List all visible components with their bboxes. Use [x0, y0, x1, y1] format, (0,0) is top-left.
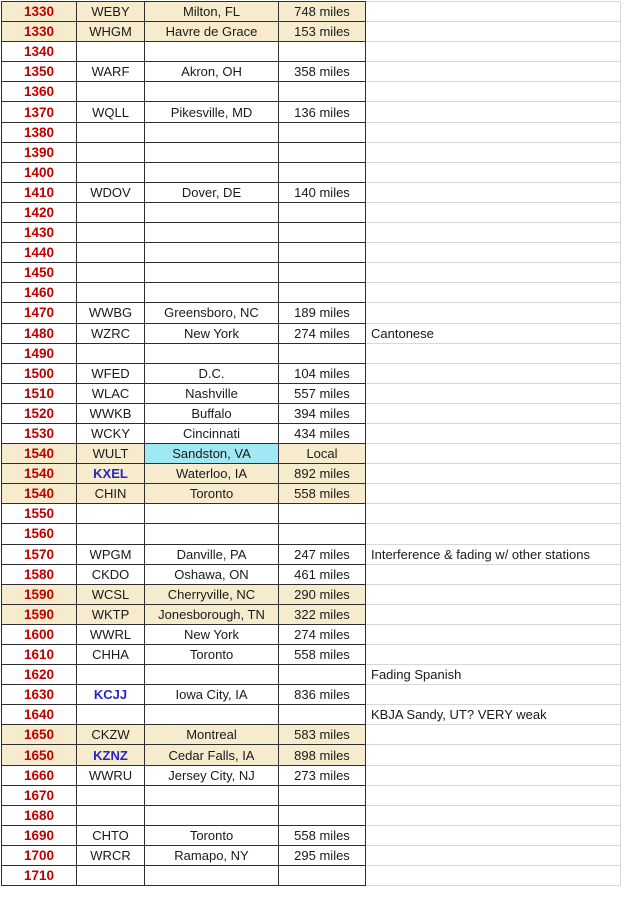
note-cell[interactable] [366, 444, 621, 464]
location-cell[interactable]: Buffalo [145, 403, 279, 423]
station-row [2, 845, 621, 865]
station-row [2, 504, 621, 524]
note-cell[interactable] [366, 403, 621, 423]
callsign-cell[interactable] [77, 202, 145, 222]
location-cell[interactable]: Toronto [145, 645, 279, 665]
location-cell[interactable]: Cherryville, NC [145, 584, 279, 604]
location-cell[interactable] [145, 504, 279, 524]
location-cell[interactable] [145, 202, 279, 222]
location-cell[interactable]: Ramapo, NY [145, 845, 279, 865]
station-row [2, 323, 621, 343]
distance-cell[interactable]: Local [279, 444, 366, 464]
location-cell[interactable]: Sandston, VA [145, 444, 279, 464]
frequency-cell[interactable]: 1700 [2, 845, 77, 865]
station-row [2, 765, 621, 785]
frequency-cell[interactable]: 1430 [2, 223, 77, 243]
note-cell[interactable] [366, 805, 621, 825]
note-cell[interactable] [366, 524, 621, 544]
callsign-cell[interactable] [77, 162, 145, 182]
station-row [2, 624, 621, 644]
distance-cell[interactable]: 136 miles [279, 102, 366, 122]
location-cell[interactable]: New York [145, 624, 279, 644]
note-cell[interactable] [366, 785, 621, 805]
distance-cell[interactable]: 104 miles [279, 363, 366, 383]
distance-cell[interactable]: 290 miles [279, 584, 366, 604]
station-row [2, 22, 621, 42]
frequency-cell[interactable]: 1670 [2, 785, 77, 805]
callsign-cell[interactable]: WRCR [77, 845, 145, 865]
note-cell[interactable] [366, 685, 621, 705]
note-cell[interactable] [366, 283, 621, 303]
station-row [2, 383, 621, 403]
note-cell[interactable] [366, 223, 621, 243]
distance-cell[interactable]: 189 miles [279, 303, 366, 323]
station-row [2, 444, 621, 464]
distance-cell[interactable] [279, 504, 366, 524]
callsign-cell[interactable]: WWRU [77, 765, 145, 785]
location-cell[interactable]: Havre de Grace [145, 22, 279, 42]
frequency-cell[interactable]: 1370 [2, 102, 77, 122]
callsign-cell[interactable] [77, 524, 145, 544]
distance-cell[interactable]: 358 miles [279, 62, 366, 82]
station-row [2, 544, 621, 564]
callsign-cell[interactable]: KXEL [77, 464, 145, 484]
station-row [2, 283, 621, 303]
frequency-cell[interactable]: 1440 [2, 243, 77, 263]
note-cell[interactable] [366, 142, 621, 162]
distance-cell[interactable]: 153 miles [279, 22, 366, 42]
frequency-cell[interactable]: 1560 [2, 524, 77, 544]
frequency-cell[interactable]: 1600 [2, 624, 77, 644]
location-cell[interactable] [145, 162, 279, 182]
distance-cell[interactable]: 274 miles [279, 624, 366, 644]
callsign-cell[interactable]: WWRL [77, 624, 145, 644]
location-cell[interactable]: Montreal [145, 725, 279, 745]
callsign-cell[interactable] [77, 142, 145, 162]
note-cell[interactable] [366, 825, 621, 845]
callsign-cell[interactable]: WDOV [77, 182, 145, 202]
note-cell[interactable]: Cantonese [366, 323, 621, 343]
frequency-cell[interactable]: 1630 [2, 685, 77, 705]
callsign-cell[interactable] [77, 122, 145, 142]
station-row [2, 162, 621, 182]
callsign-cell[interactable]: WARF [77, 62, 145, 82]
frequency-cell[interactable]: 1640 [2, 705, 77, 725]
callsign-cell[interactable]: CHTO [77, 825, 145, 845]
note-cell[interactable] [366, 82, 621, 102]
distance-cell[interactable] [279, 283, 366, 303]
location-cell[interactable] [145, 805, 279, 825]
distance-cell[interactable] [279, 805, 366, 825]
frequency-cell[interactable]: 1550 [2, 504, 77, 524]
note-cell[interactable] [366, 464, 621, 484]
station-row [2, 243, 621, 263]
note-cell[interactable]: Interference & fading w/ other stations [366, 544, 621, 564]
station-row [2, 122, 621, 142]
frequency-cell[interactable]: 1610 [2, 645, 77, 665]
frequency-cell[interactable]: 1710 [2, 866, 77, 886]
distance-cell[interactable] [279, 785, 366, 805]
station-row [2, 584, 621, 604]
callsign-cell[interactable] [77, 82, 145, 102]
note-cell[interactable] [366, 343, 621, 363]
station-row [2, 665, 621, 685]
note-cell[interactable] [366, 383, 621, 403]
frequency-cell[interactable]: 1660 [2, 765, 77, 785]
frequency-cell[interactable]: 1390 [2, 142, 77, 162]
note-cell[interactable] [366, 423, 621, 443]
callsign-cell[interactable] [77, 343, 145, 363]
callsign-cell[interactable] [77, 223, 145, 243]
callsign-cell[interactable]: WWBG [77, 303, 145, 323]
distance-cell[interactable]: 394 miles [279, 403, 366, 423]
callsign-cell[interactable]: CKDO [77, 564, 145, 584]
station-row [2, 464, 621, 484]
note-cell[interactable] [366, 62, 621, 82]
distance-cell[interactable] [279, 524, 366, 544]
note-cell[interactable] [366, 866, 621, 886]
location-cell[interactable] [145, 705, 279, 725]
distance-cell[interactable]: 748 miles [279, 2, 366, 22]
station-row [2, 62, 621, 82]
station-row [2, 303, 621, 323]
location-cell[interactable] [145, 343, 279, 363]
callsign-cell[interactable] [77, 866, 145, 886]
frequency-cell[interactable]: 1490 [2, 343, 77, 363]
distance-cell[interactable]: 273 miles [279, 765, 366, 785]
note-cell[interactable] [366, 202, 621, 222]
location-cell[interactable]: Pikesville, MD [145, 102, 279, 122]
frequency-cell[interactable]: 1620 [2, 665, 77, 685]
distance-cell[interactable]: 322 miles [279, 604, 366, 624]
frequency-cell[interactable]: 1470 [2, 303, 77, 323]
station-row [2, 564, 621, 584]
location-cell[interactable] [145, 785, 279, 805]
note-cell[interactable] [366, 584, 621, 604]
station-row [2, 725, 621, 745]
callsign-cell[interactable]: WCSL [77, 584, 145, 604]
station-row [2, 102, 621, 122]
callsign-cell[interactable]: WZRC [77, 323, 145, 343]
distance-cell[interactable]: 558 miles [279, 645, 366, 665]
location-cell[interactable]: Iowa City, IA [145, 685, 279, 705]
frequency-cell[interactable]: 1520 [2, 403, 77, 423]
callsign-cell[interactable] [77, 263, 145, 283]
distance-cell[interactable] [279, 42, 366, 62]
location-cell[interactable] [145, 82, 279, 102]
frequency-cell[interactable]: 1540 [2, 484, 77, 504]
location-cell[interactable]: Greensboro, NC [145, 303, 279, 323]
callsign-cell[interactable] [77, 805, 145, 825]
station-row [2, 685, 621, 705]
callsign-cell[interactable] [77, 785, 145, 805]
location-cell[interactable]: Milton, FL [145, 2, 279, 22]
distance-cell[interactable]: 583 miles [279, 725, 366, 745]
note-cell[interactable] [366, 564, 621, 584]
station-row [2, 343, 621, 363]
station-row [2, 825, 621, 845]
note-cell[interactable] [366, 604, 621, 624]
distance-cell[interactable]: 557 miles [279, 383, 366, 403]
location-cell[interactable]: D.C. [145, 363, 279, 383]
frequency-cell[interactable]: 1580 [2, 564, 77, 584]
station-row [2, 182, 621, 202]
location-cell[interactable] [145, 866, 279, 886]
location-cell[interactable]: Nashville [145, 383, 279, 403]
note-cell[interactable] [366, 42, 621, 62]
stations-table [1, 1, 621, 886]
location-cell[interactable]: Toronto [145, 484, 279, 504]
distance-cell[interactable]: 434 miles [279, 423, 366, 443]
callsign-cell[interactable]: WULT [77, 444, 145, 464]
distance-cell[interactable] [279, 665, 366, 685]
location-cell[interactable] [145, 283, 279, 303]
location-cell[interactable] [145, 243, 279, 263]
spreadsheet [1, 1, 621, 886]
callsign-cell[interactable]: WEBY [77, 2, 145, 22]
location-cell[interactable] [145, 263, 279, 283]
note-cell[interactable] [366, 645, 621, 665]
frequency-cell[interactable]: 1540 [2, 444, 77, 464]
distance-cell[interactable]: 461 miles [279, 564, 366, 584]
frequency-cell[interactable]: 1480 [2, 323, 77, 343]
station-row [2, 263, 621, 283]
note-cell[interactable] [366, 243, 621, 263]
frequency-cell[interactable]: 1650 [2, 725, 77, 745]
callsign-cell[interactable]: WQLL [77, 102, 145, 122]
distance-cell[interactable] [279, 243, 366, 263]
location-cell[interactable]: New York [145, 323, 279, 343]
station-row [2, 363, 621, 383]
frequency-cell[interactable]: 1420 [2, 202, 77, 222]
location-cell[interactable] [145, 524, 279, 544]
callsign-cell[interactable]: WHGM [77, 22, 145, 42]
location-cell[interactable]: Jersey City, NJ [145, 765, 279, 785]
station-row [2, 805, 621, 825]
station-row [2, 785, 621, 805]
frequency-cell[interactable]: 1410 [2, 182, 77, 202]
frequency-cell[interactable]: 1380 [2, 122, 77, 142]
station-row [2, 82, 621, 102]
frequency-cell[interactable]: 1590 [2, 604, 77, 624]
station-row [2, 745, 621, 765]
distance-cell[interactable] [279, 142, 366, 162]
callsign-cell[interactable]: CKZW [77, 725, 145, 745]
frequency-cell[interactable]: 1590 [2, 584, 77, 604]
distance-cell[interactable] [279, 866, 366, 886]
station-row [2, 202, 621, 222]
station-row [2, 866, 621, 886]
note-cell[interactable] [366, 182, 621, 202]
location-cell[interactable] [145, 142, 279, 162]
station-row [2, 2, 621, 22]
location-cell[interactable]: Danville, PA [145, 544, 279, 564]
note-cell[interactable] [366, 765, 621, 785]
distance-cell[interactable]: 892 miles [279, 464, 366, 484]
station-row [2, 484, 621, 504]
station-row [2, 604, 621, 624]
note-cell[interactable] [366, 162, 621, 182]
note-cell[interactable] [366, 725, 621, 745]
callsign-cell[interactable] [77, 243, 145, 263]
distance-cell[interactable]: 898 miles [279, 745, 366, 765]
distance-cell[interactable]: 140 miles [279, 182, 366, 202]
callsign-cell[interactable]: CHIN [77, 484, 145, 504]
frequency-cell[interactable]: 1510 [2, 383, 77, 403]
callsign-cell[interactable]: WKTP [77, 604, 145, 624]
distance-cell[interactable]: 247 miles [279, 544, 366, 564]
frequency-cell[interactable]: 1330 [2, 2, 77, 22]
note-cell[interactable]: Fading Spanish [366, 665, 621, 685]
callsign-cell[interactable]: WFED [77, 363, 145, 383]
callsign-cell[interactable] [77, 705, 145, 725]
distance-cell[interactable]: 558 miles [279, 825, 366, 845]
location-cell[interactable] [145, 122, 279, 142]
frequency-cell[interactable]: 1450 [2, 263, 77, 283]
note-cell[interactable] [366, 504, 621, 524]
note-cell[interactable] [366, 303, 621, 323]
frequency-cell[interactable]: 1530 [2, 423, 77, 443]
frequency-cell[interactable]: 1460 [2, 283, 77, 303]
callsign-cell[interactable] [77, 665, 145, 685]
note-cell[interactable] [366, 363, 621, 383]
station-row [2, 645, 621, 665]
note-cell[interactable]: KBJA Sandy, UT? VERY weak [366, 705, 621, 725]
callsign-cell[interactable]: WWKB [77, 403, 145, 423]
location-cell[interactable]: Dover, DE [145, 182, 279, 202]
note-cell[interactable] [366, 102, 621, 122]
note-cell[interactable] [366, 484, 621, 504]
distance-cell[interactable] [279, 343, 366, 363]
distance-cell[interactable] [279, 82, 366, 102]
frequency-cell[interactable]: 1360 [2, 82, 77, 102]
distance-cell[interactable]: 558 miles [279, 484, 366, 504]
station-row [2, 524, 621, 544]
callsign-cell[interactable] [77, 42, 145, 62]
location-cell[interactable]: Akron, OH [145, 62, 279, 82]
callsign-cell[interactable]: WCKY [77, 423, 145, 443]
location-cell[interactable] [145, 42, 279, 62]
stations-table-body [2, 2, 621, 886]
location-cell[interactable]: Cincinnati [145, 423, 279, 443]
frequency-cell[interactable]: 1690 [2, 825, 77, 845]
callsign-cell[interactable]: KCJJ [77, 685, 145, 705]
frequency-cell[interactable]: 1570 [2, 544, 77, 564]
callsign-cell[interactable] [77, 504, 145, 524]
note-cell[interactable] [366, 22, 621, 42]
distance-cell[interactable]: 295 miles [279, 845, 366, 865]
callsign-cell[interactable] [77, 283, 145, 303]
note-cell[interactable] [366, 2, 621, 22]
station-row [2, 42, 621, 62]
distance-cell[interactable] [279, 705, 366, 725]
note-cell[interactable] [366, 263, 621, 283]
location-cell[interactable]: Toronto [145, 825, 279, 845]
callsign-cell[interactable]: WPGM [77, 544, 145, 564]
frequency-cell[interactable]: 1500 [2, 363, 77, 383]
frequency-cell[interactable]: 1650 [2, 745, 77, 765]
frequency-cell[interactable]: 1340 [2, 42, 77, 62]
distance-cell[interactable] [279, 202, 366, 222]
location-cell[interactable]: Jonesborough, TN [145, 604, 279, 624]
frequency-cell[interactable]: 1540 [2, 464, 77, 484]
station-row [2, 142, 621, 162]
note-cell[interactable] [366, 624, 621, 644]
station-row [2, 403, 621, 423]
callsign-cell[interactable]: KZNZ [77, 745, 145, 765]
note-cell[interactable] [366, 122, 621, 142]
frequency-cell[interactable]: 1400 [2, 162, 77, 182]
note-cell[interactable] [366, 845, 621, 865]
callsign-cell[interactable]: CHHA [77, 645, 145, 665]
distance-cell[interactable] [279, 162, 366, 182]
callsign-cell[interactable]: WLAC [77, 383, 145, 403]
location-cell[interactable] [145, 223, 279, 243]
station-row [2, 423, 621, 443]
location-cell[interactable]: Waterloo, IA [145, 464, 279, 484]
location-cell[interactable]: Oshawa, ON [145, 564, 279, 584]
location-cell[interactable] [145, 665, 279, 685]
distance-cell[interactable] [279, 122, 366, 142]
location-cell[interactable]: Cedar Falls, IA [145, 745, 279, 765]
station-row [2, 705, 621, 725]
distance-cell[interactable]: 836 miles [279, 685, 366, 705]
distance-cell[interactable] [279, 223, 366, 243]
distance-cell[interactable] [279, 263, 366, 283]
distance-cell[interactable]: 274 miles [279, 323, 366, 343]
frequency-cell[interactable]: 1680 [2, 805, 77, 825]
station-row [2, 223, 621, 243]
note-cell[interactable] [366, 745, 621, 765]
frequency-cell[interactable]: 1330 [2, 22, 77, 42]
frequency-cell[interactable]: 1350 [2, 62, 77, 82]
